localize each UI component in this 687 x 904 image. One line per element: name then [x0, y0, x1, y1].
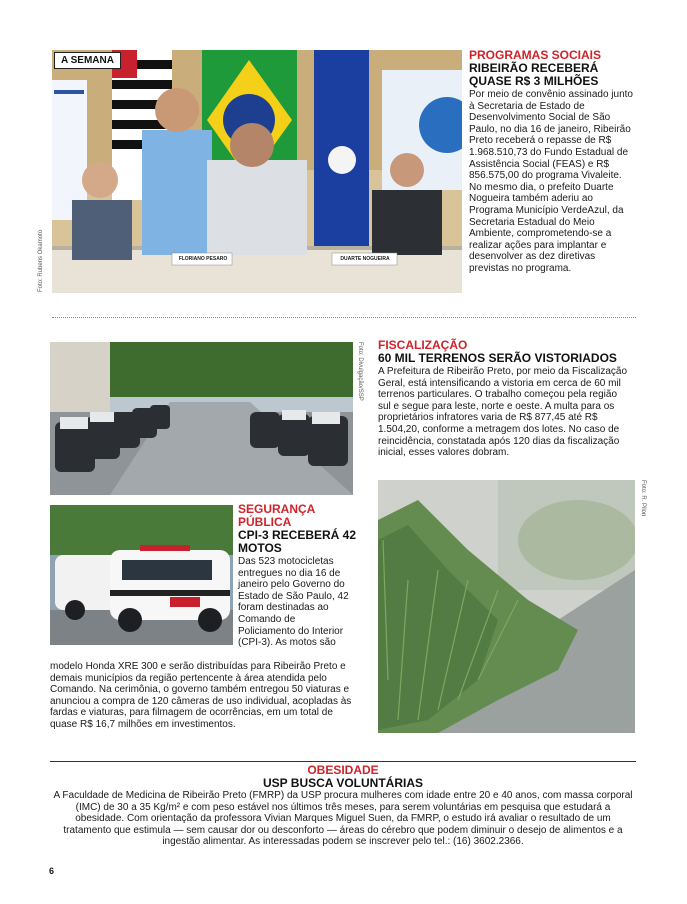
headline-fiscal: 60 MIL TERRENOS SERÃO VISTORIADOS: [378, 351, 617, 365]
body-fiscal: A Prefeitura de Ribeirão Preto, por meio da Fiscalização Geral, está intensificando a vistoria em cerca de 60 mil terrenos particulares. O trabalho começou pela região sul e segue para leste, norte e oeste. A multa para os proprietários infratores varia de R$ 877,45 até R$ 1.504,20, conforme a metragem dos lotes. No caso de reincidência, constatada após 120 dias da fiscalização inicial, esses valores dobram.: [378, 366, 628, 459]
photo-credit-lot: Foto: R. Pilon: [640, 480, 646, 517]
kicker-fiscalizacao: FISCALIZAÇÃO: [378, 338, 468, 352]
kicker-obesidade: OBESIDADE: [307, 763, 379, 777]
headline-social-2: QUASE R$ 3 MILHÕES: [469, 74, 599, 88]
vacant-lot-photo: [378, 480, 635, 733]
kicker-programas-sociais: PROGRAMAS SOCIAIS: [469, 48, 602, 62]
obesity-box-rule: [50, 761, 636, 762]
nameplate-duarte: DUARTE NOGUEIRA: [340, 256, 390, 262]
page-number: 6: [49, 866, 55, 876]
nameplate-floriano: FLORIANO PESARO: [178, 256, 228, 262]
headline-social-1: RIBEIRÃO RECEBERÁ: [469, 61, 599, 75]
headline-obesity: USP BUSCA VOLUNTÁRIAS: [262, 776, 423, 790]
section-divider: [52, 317, 636, 318]
photo-credit-signing: Foto: Rubens Okamoto: [38, 229, 44, 292]
kicker-seguranca-1: SEGURANÇA: [238, 502, 316, 516]
section-tag: A SEMANA: [54, 52, 121, 69]
headline-security-2: MOTOS: [238, 541, 282, 555]
motorcycles-photo: [50, 342, 353, 495]
body-social: Por meio de convênio assinado junto à Secretaria de Estado de Desenvolvimento Social de São Paulo, no dia 16 de janeiro, Ribeirão Preto receberá o repasse de R$ 1.968.510,73 do Fundo Estadual de Assistência Social (FEAS) e R$ 856.575,00 do programa Vivaleite. No mesmo dia, o prefeito Duarte Nogueira também aderiu ao Programa Município VerdeAzul, da Secretaria Estadual do Meio Ambiente, comprometendo-se a realizar ações para implantar e desenvolver as dez diretivas previstas no programa.: [469, 89, 633, 274]
body-security-top: Das 523 motocicletas entregues no dia 16 de janeiro pelo Governo do Estado de São Paulo, 42 foram destinadas ao Comando de Policiamento do Interior (CPI-3). As motos são: [238, 556, 349, 649]
police-vehicles-photo: [50, 505, 233, 645]
photo-credit-motorcycles: Foto: Divulgação/SSP: [357, 342, 363, 401]
signing-ceremony-photo: [52, 50, 462, 293]
body-security-bottom: modelo Honda XRE 300 e serão distribuídas para Ribeirão Preto e demais municípios da região pertencente à área atendida pelo Comando. Na cerimônia, o governo também entregou 50 viaturas e anunciou a compra de 120 câmeras de uso individual, acopladas às fardas e viaturas, para filmagem de ocorrências, em um total de quase R$ 16,7 milhões em investimentos.: [50, 661, 352, 730]
kicker-seguranca-2: PÚBLICA: [238, 515, 292, 529]
headline-security-1: CPI-3 RECEBERÁ 42: [238, 528, 357, 542]
body-obesity: A Faculdade de Medicina de Ribeirão Preto (FMRP) da USP procura mulheres com idade entre 20 e 40 anos, com massa corporal (IMC) de 30 a 35 Kg/m² e com peso estável nos últimos três meses, para serem voluntárias em pesquisa que estudará a obesidade. Com orientação da professora Vivian Marques Miguel Suen, da FMRP, o estudo irá avaliar o resultado de um tratamento que estimula — sem causar dor ou desconforto — áreas do cérebro que podem diminuir o desejo de alimentos e a ingestão alimentar. As interessadas podem se inscrever pelo tel.: (16) 3602.2366.: [53, 790, 633, 848]
